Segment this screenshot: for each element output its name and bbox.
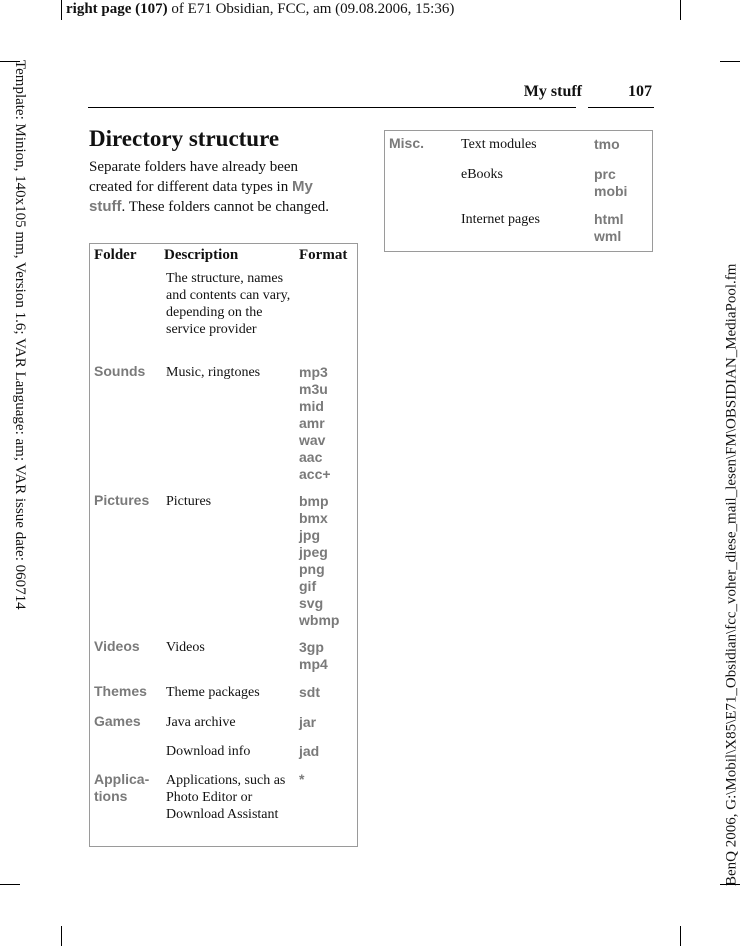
desc-pictures: Pictures <box>166 494 212 509</box>
desc-sounds: Music, ringtones <box>166 365 261 380</box>
format-item: 3gp <box>299 639 324 655</box>
format-item: wbmp <box>299 612 340 628</box>
template-info-vertical: Template: Minion, 140x105 mm, Version 1.6; VAR Language: am; VAR issue date: 060714 <box>12 60 28 610</box>
folder-themes: Themes <box>94 683 147 699</box>
format-item: bmp <box>299 493 329 509</box>
format-item: mp4 <box>299 656 328 672</box>
print-header-rest: of E71 Obsidian, FCC, am (09.08.2006, 15:36) <box>167 1 455 17</box>
format-item: * <box>299 771 305 787</box>
header-folder: Folder <box>94 247 137 263</box>
format-item: sdt <box>299 684 320 700</box>
formats-games-java <box>299 714 316 731</box>
header-description: Description <box>164 247 239 263</box>
format-item: aac <box>299 449 323 465</box>
format-item: html <box>594 211 624 227</box>
print-header <box>66 1 454 18</box>
desc-text-modules: Text modules <box>461 137 537 152</box>
folder-applications: Applica- tions <box>94 771 150 804</box>
formats-text-modules <box>594 136 620 153</box>
folder-misc: Misc. <box>389 135 425 151</box>
intro-text-end: . These folders cannot be changed. <box>121 199 330 215</box>
folder-pictures: Pictures <box>94 492 150 508</box>
format-item: gif <box>299 578 317 594</box>
format-item: jar <box>299 714 317 730</box>
format-item: mobi <box>594 183 628 199</box>
misc-table <box>384 130 653 252</box>
format-item: mid <box>299 398 324 414</box>
desc-games-download: Download info <box>166 744 251 759</box>
formats-pictures <box>299 493 339 629</box>
formats-games-download <box>299 743 319 760</box>
formats-sounds <box>299 364 331 483</box>
format-item: amr <box>299 415 325 431</box>
crop-mark <box>0 884 20 885</box>
desc-videos: Videos <box>166 640 205 655</box>
running-title: My stuff <box>523 83 582 100</box>
crop-mark <box>680 926 681 946</box>
running-head <box>88 83 654 108</box>
format-item: tmo <box>594 136 620 152</box>
format-item: prc <box>594 166 616 182</box>
format-item: m3u <box>299 381 328 397</box>
page-number: 107 <box>628 83 652 100</box>
formats-videos <box>299 639 328 673</box>
section-title: Directory structure <box>89 126 280 151</box>
crop-mark <box>61 926 62 946</box>
formats-internet-pages <box>594 211 624 245</box>
format-item: jad <box>299 743 320 759</box>
folder-sounds: Sounds <box>94 363 146 379</box>
folder-videos: Videos <box>94 638 140 654</box>
my-stuff-link: My stuff <box>89 178 313 215</box>
formats-applications <box>299 771 304 788</box>
directory-table <box>89 243 358 847</box>
rule-gap <box>576 105 588 109</box>
format-item: mp3 <box>299 364 328 380</box>
format-item: wav <box>299 432 326 448</box>
intro-text: Separate folders have already been created for different data types in <box>89 159 299 195</box>
format-item: svg <box>299 595 324 611</box>
format-item: png <box>299 561 325 577</box>
desc-internet-pages: Internet pages <box>461 212 540 227</box>
format-item: bmx <box>299 510 328 526</box>
formats-themes <box>299 684 320 701</box>
desc-ebooks: eBooks <box>461 167 503 182</box>
intro-paragraph <box>89 158 339 217</box>
crop-mark <box>680 0 681 20</box>
crop-mark <box>720 61 740 62</box>
format-item: wml <box>594 228 622 244</box>
print-header-bold: right page (107) <box>66 1 168 17</box>
format-item: jpg <box>299 527 320 543</box>
desc-themes: Theme packages <box>166 685 260 700</box>
file-path-vertical: BenQ 2006, G:\Mobil\X85\E71_Obsidian\fcc_voher_diese_mail_lesen\FM\OBSIDIAN_MediaPool.fm <box>723 263 739 886</box>
table-note: The structure, names and contents can vary, depending on the service provider <box>166 271 291 337</box>
folder-games: Games <box>94 713 141 729</box>
header-format: Format <box>299 247 348 263</box>
format-item: acc+ <box>299 466 331 482</box>
formats-ebooks <box>594 166 627 200</box>
crop-mark <box>61 0 62 20</box>
desc-games-java: Java archive <box>166 715 236 730</box>
desc-applications: Applications, such as Photo Editor or Download Assistant <box>166 773 286 822</box>
format-item: jpeg <box>299 544 328 560</box>
